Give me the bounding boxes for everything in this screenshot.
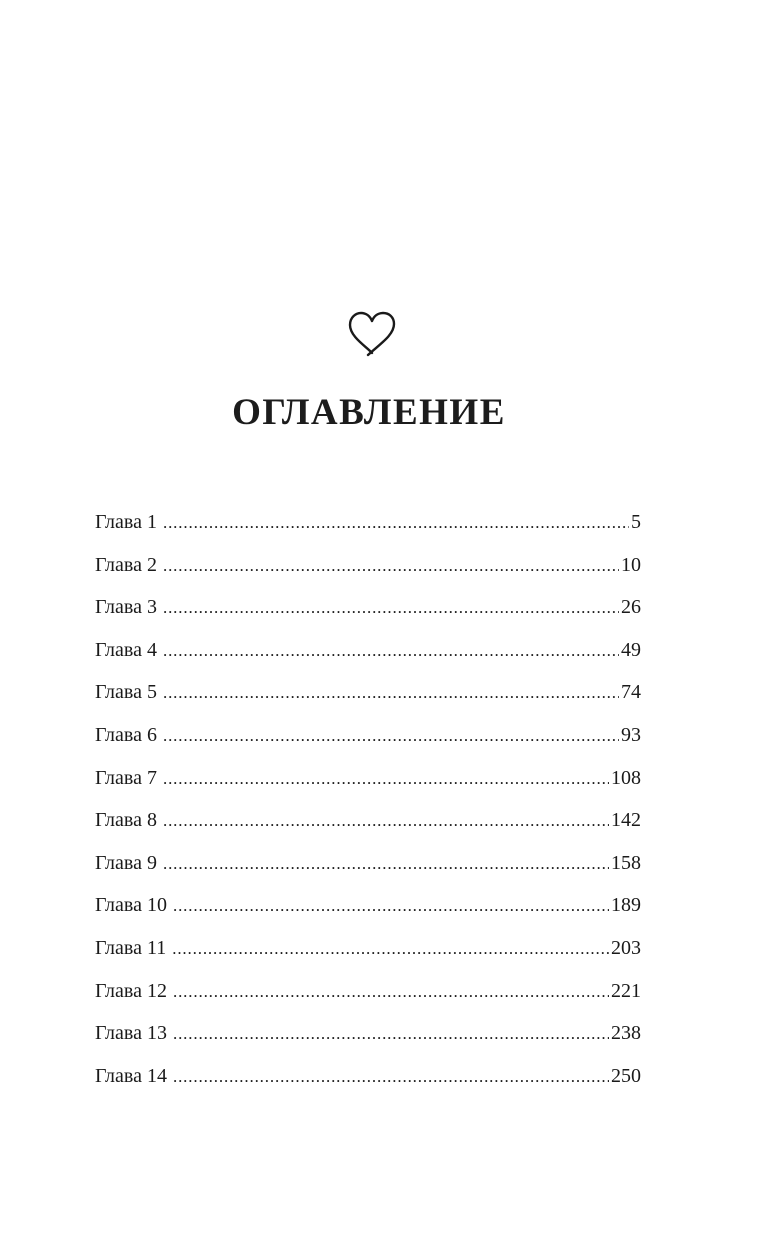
dot-leader — [163, 638, 619, 664]
dot-leader — [163, 808, 609, 834]
toc-entry — [95, 807, 641, 850]
toc-entry-page-number: 108 — [611, 766, 641, 789]
toc-entry-label: Глава 9 — [95, 851, 157, 874]
toc-entry-label: Глава 5 — [95, 681, 157, 704]
toc-entry — [95, 1020, 641, 1063]
dot-leader — [163, 723, 619, 749]
toc-entry-page-number: 5 — [631, 511, 641, 533]
toc-entry-label: Глава 13 — [95, 1022, 167, 1045]
dot-leader — [163, 851, 609, 877]
toc-entry-page-number: 74 — [621, 681, 641, 704]
toc-entry — [95, 679, 641, 722]
toc-entry-page-number: 203 — [611, 936, 641, 959]
toc-entry-page-number: 158 — [611, 851, 641, 874]
toc-entry-label: Глава 7 — [95, 766, 157, 789]
toc-entry-page-number: 221 — [611, 979, 641, 1002]
toc-entry — [95, 1063, 641, 1106]
toc-entry — [95, 978, 641, 1021]
dot-leader — [173, 979, 609, 1005]
toc-entry-page-number: 250 — [611, 1064, 641, 1087]
toc-entry-label: Глава 11 — [95, 936, 167, 959]
table-of-contents — [95, 509, 641, 1105]
toc-entry-page-number: 142 — [611, 809, 641, 832]
toc-entry-label: Глава 3 — [95, 596, 157, 619]
toc-entry — [95, 552, 641, 595]
toc-entry — [95, 850, 641, 893]
dot-leader — [163, 595, 619, 621]
dot-leader — [163, 680, 619, 706]
toc-entry — [95, 509, 641, 552]
heart-outline-icon — [347, 311, 397, 357]
toc-entry-page-number: 26 — [621, 596, 641, 619]
toc-entry-label: Глава 2 — [95, 553, 157, 576]
toc-entry-label: Глава 10 — [95, 894, 167, 917]
toc-entry — [95, 637, 641, 680]
toc-entry — [95, 935, 641, 978]
toc-entry-page-number: 10 — [621, 553, 641, 576]
toc-entry — [95, 594, 641, 637]
toc-entry-label: Глава 14 — [95, 1064, 167, 1087]
dot-leader — [163, 553, 619, 579]
toc-entry-page-number: 189 — [611, 894, 641, 917]
dot-leader — [172, 936, 609, 962]
dot-leader — [163, 510, 629, 536]
dot-leader — [173, 893, 609, 919]
dot-leader — [173, 1021, 609, 1047]
toc-entry — [95, 765, 641, 808]
dot-leader — [173, 1064, 609, 1090]
toc-entry-label: Глава 1 — [95, 511, 157, 533]
toc-entry-label: Глава 8 — [95, 809, 157, 832]
dot-leader — [163, 766, 609, 792]
toc-entry-label: Глава 6 — [95, 723, 157, 746]
toc-entry — [95, 722, 641, 765]
toc-entry-label: Глава 12 — [95, 979, 167, 1002]
toc-entry — [95, 892, 641, 935]
toc-entry-page-number: 49 — [621, 638, 641, 661]
toc-entry-page-number: 93 — [621, 723, 641, 746]
toc-entry-label: Глава 4 — [95, 638, 157, 661]
page-title: ОГЛАВЛЕНИЕ — [232, 392, 506, 433]
toc-entry-page-number: 238 — [611, 1022, 641, 1045]
